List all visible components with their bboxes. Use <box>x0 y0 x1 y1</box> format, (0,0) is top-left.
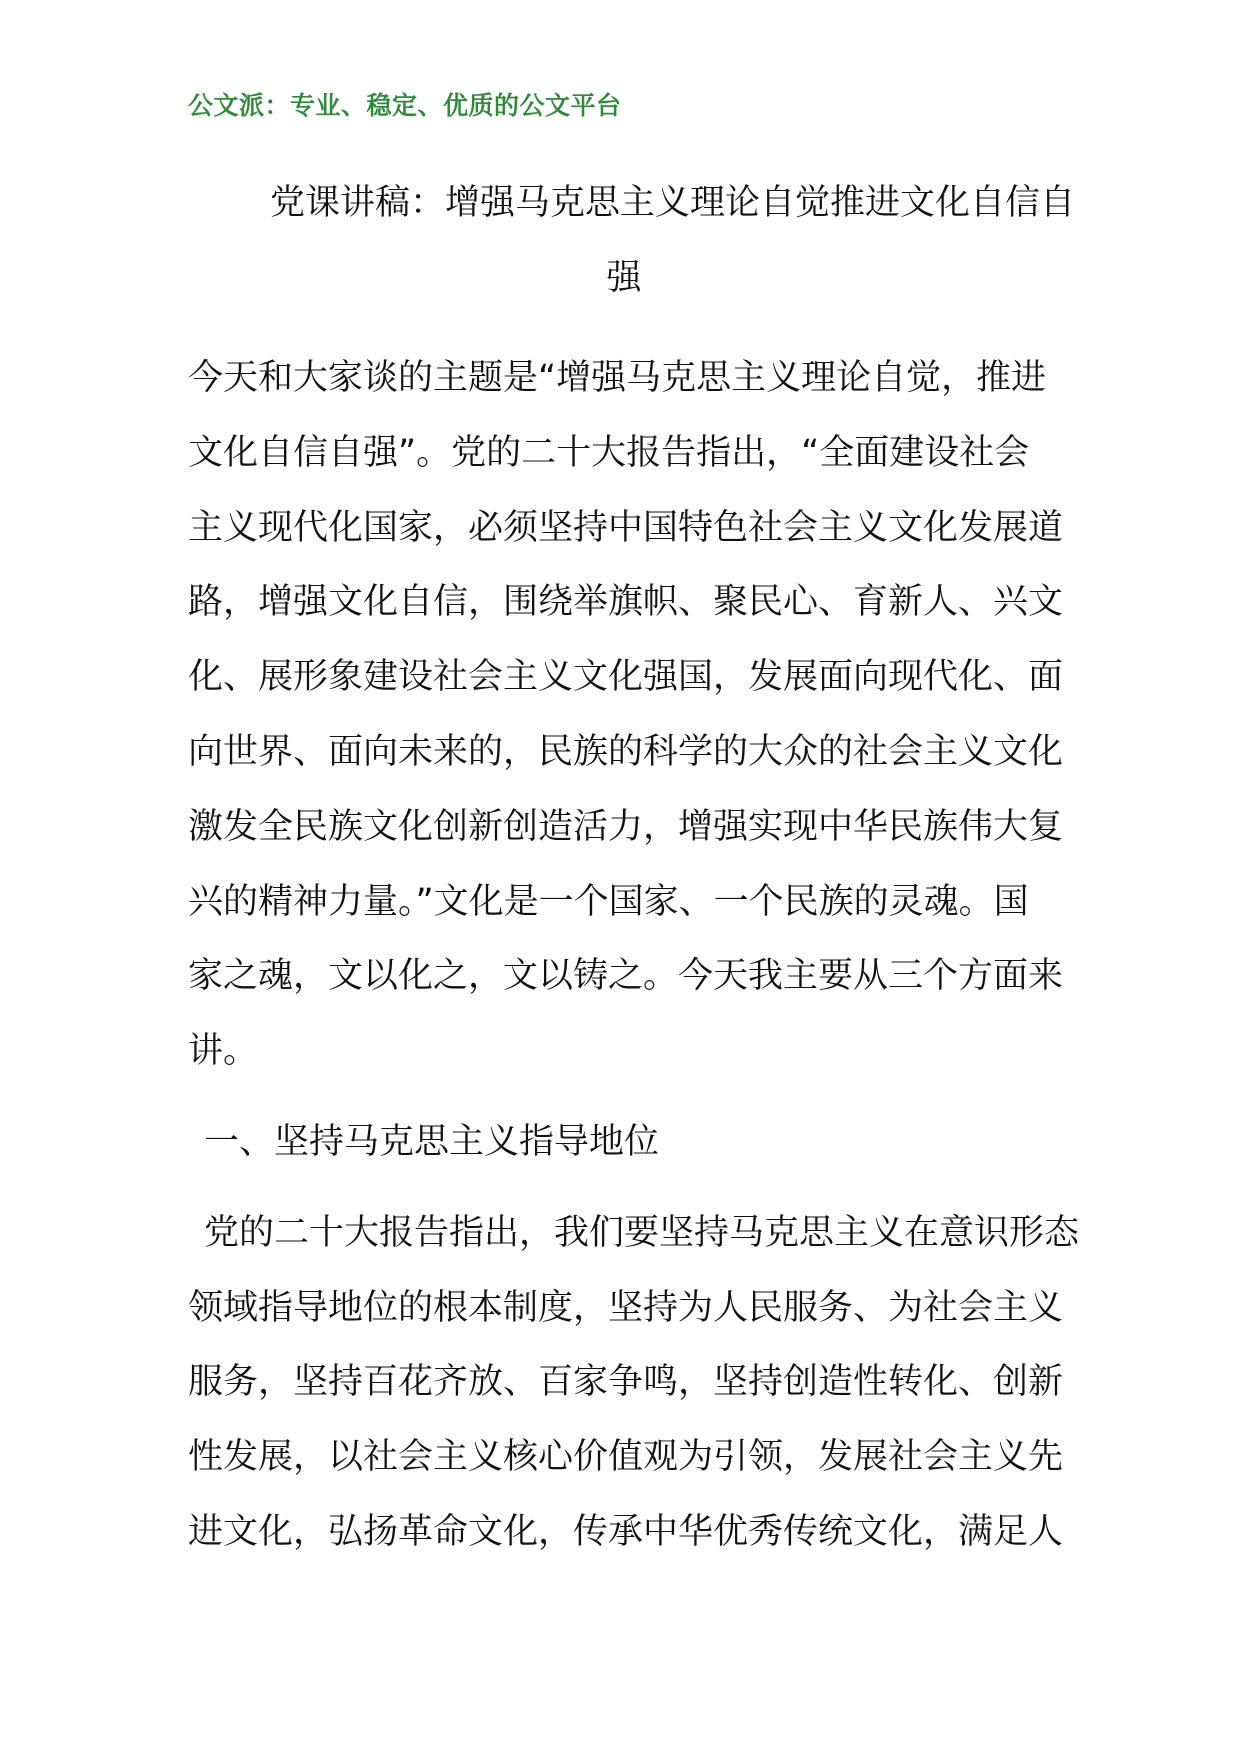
section-line: 党的二十大报告指出，我们要坚持马克思主义在意识形态 <box>204 1212 1080 1253</box>
intro-line: 家之魂，文以化之，文以铸之。今天我主要从三个方面来 <box>188 956 1064 997</box>
intro-line: 激发全民族文化创新创造活力，增强实现中华民族伟大复 <box>188 806 1064 847</box>
section-line: 领域指导地位的根本制度，坚持为人民服务、为社会主义 <box>188 1287 1064 1328</box>
paragraph-gap <box>188 1089 1058 1105</box>
intro-line: 兴的精神力量。”文化是一个国家、一个民族的灵魂。国 <box>188 881 1029 922</box>
intro-line: 文化自信自强”。党的二十大报告指出，“全面建设社会 <box>188 432 1030 473</box>
intro-line: 讲。 <box>188 1031 259 1072</box>
intro-line: 主义现代化国家，必须坚持中国特色社会主义文化发展道 <box>188 507 1064 548</box>
paragraph-gap <box>188 1180 1058 1196</box>
title-line-2: 强 <box>606 258 642 298</box>
section-line: 性发展，以社会主义核心价值观为引领，发展社会主义先 <box>188 1437 1064 1478</box>
section-heading: 一、坚持马克思主义指导地位 <box>204 1121 660 1162</box>
document-title <box>188 166 1076 316</box>
intro-line: 路，增强文化自信，围绕举旗帜、聚民心、育新人、兴文 <box>188 582 1064 623</box>
section-line: 进文化，弘扬革命文化，传承中华优秀传统文化，满足人 <box>188 1511 1064 1552</box>
intro-line: 今天和大家谈的主题是“增强马克思主义理论自觉，推进 <box>188 358 1047 398</box>
section-line: 服务，坚持百花齐放、百家争鸣，坚持创造性转化、创新 <box>188 1362 1064 1403</box>
header-brand: 公文派：专业、稳定、优质的公文平台 <box>188 91 622 120</box>
document-body <box>188 341 1080 1570</box>
intro-line: 向世界、面向未来的，民族的科学的大众的社会主义文化 <box>188 731 1064 772</box>
title-line-1: 党课讲稿：增强马克思主义理论自觉推进文化自信自 <box>270 183 1076 223</box>
intro-line: 化、展形象建设社会主义文化强国，发展面向现代化、面 <box>188 657 1064 698</box>
